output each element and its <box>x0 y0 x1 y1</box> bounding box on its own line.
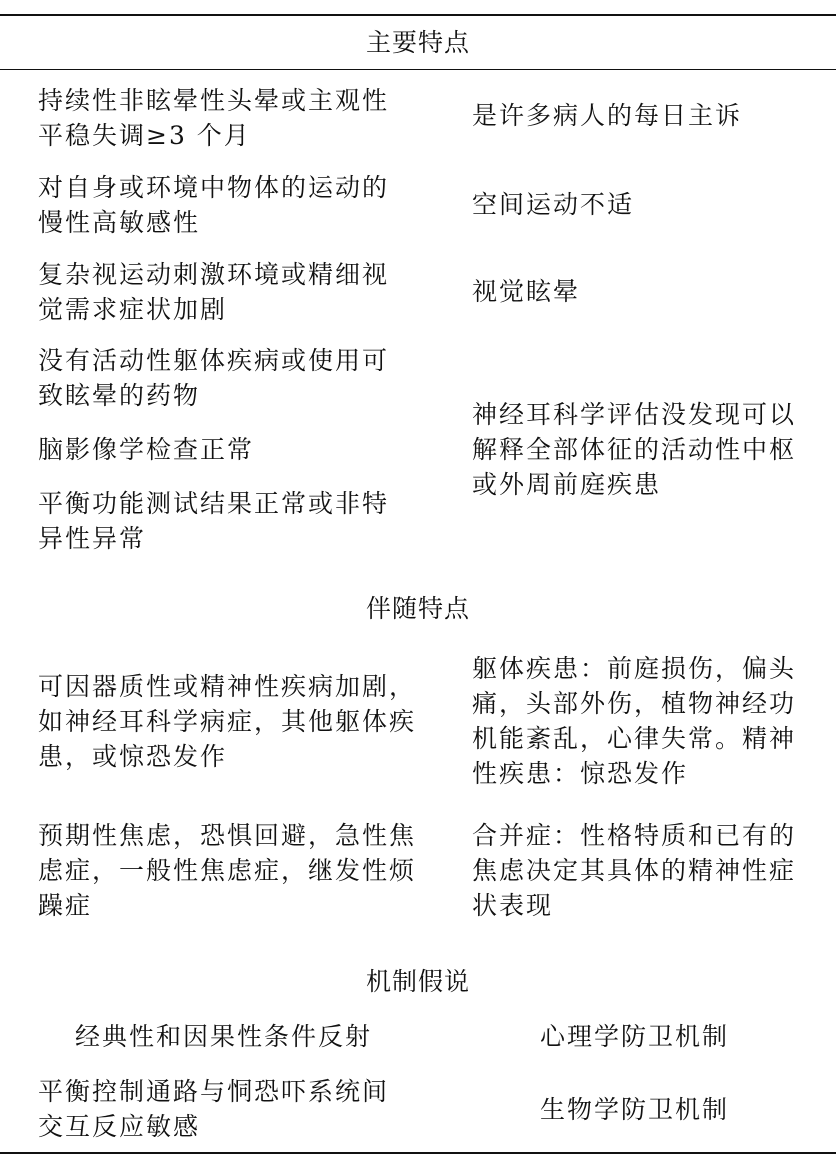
table-cell-right <box>472 274 580 309</box>
table-cell-left <box>38 669 416 774</box>
cell-line: 平衡控制通路与恫恐吓系统间 <box>38 1077 390 1106</box>
cell-line: 可因器质性或精神性疾病加剧， <box>38 672 417 701</box>
cell-line: 预期性焦虑，恐惧回避，急性焦 <box>38 821 417 850</box>
section-heading-main-features: 主要特点 <box>365 28 470 57</box>
cell-line: 脑影像学检查正常 <box>38 435 255 464</box>
header-rule <box>0 69 836 70</box>
cell-line: 性疾患：惊恐发作 <box>472 759 689 788</box>
table-cell-right <box>472 818 796 923</box>
cell-line: 虑症，一般性焦虑症，继发性烦 <box>38 856 417 885</box>
table-cell-right <box>472 651 796 791</box>
cell-line: 焦虑决定其具体的精神性症 <box>472 856 797 885</box>
cell-line: 解释全部体征的活动性中枢 <box>472 435 797 464</box>
cell-line: 空间运动不适 <box>472 190 635 219</box>
cell-line: 或外周前庭疾患 <box>472 470 662 499</box>
cell-line: 持续性非眩晕性头晕或主观性 <box>38 86 390 115</box>
top-rule <box>0 14 836 16</box>
bottom-rule <box>0 1152 836 1154</box>
cell-line: 没有活动性躯体疾病或使用可 <box>38 346 390 375</box>
table-cell-left <box>38 1074 389 1144</box>
cell-line: 机能紊乱，心律失常。精神 <box>472 724 797 753</box>
section-heading-mechanism-hypothesis: 机制假说 <box>365 967 470 996</box>
section-heading-accompanying-features: 伴随特点 <box>365 594 470 623</box>
cell-line: 躯体疾患：前庭损伤，偏头 <box>472 654 797 683</box>
table-cell-left <box>38 432 254 467</box>
table-cell-left <box>75 1019 372 1054</box>
cell-line: 痛，头部外伤，植物神经功 <box>472 689 797 718</box>
cell-line: 状表现 <box>472 891 554 920</box>
cell-line: 异性异常 <box>38 524 147 553</box>
table-cell-right <box>472 187 634 222</box>
cell-line: 平衡功能测试结果正常或非特 <box>38 489 390 518</box>
cell-line: 是许多病人的每日主诉 <box>472 101 743 130</box>
cell-line: 交互反应敏感 <box>38 1112 201 1141</box>
table-cell-left <box>38 83 389 153</box>
cell-line: 经典性和因果性条件反射 <box>75 1022 373 1051</box>
table-cell-right <box>472 98 742 133</box>
cell-line: 心理学防卫机制 <box>540 1022 730 1051</box>
cell-line: 如神经耳科学病症，其他躯体疾 <box>38 707 417 736</box>
table-cell-right <box>540 1019 729 1054</box>
cell-line: 对自身或环境中物体的运动的 <box>38 173 390 202</box>
table-cell-right <box>540 1092 729 1127</box>
cell-line: 觉需求症状加剧 <box>38 295 228 324</box>
cell-line: 躁症 <box>38 891 93 920</box>
cell-line: 致眩晕的药物 <box>38 381 201 410</box>
table-cell-left <box>38 818 416 923</box>
cell-line: 平稳失调≥3 个月 <box>38 121 251 150</box>
table-cell-left <box>38 257 389 327</box>
cell-line: 患，或惊恐发作 <box>38 742 228 771</box>
cell-line: 复杂视运动刺激环境或精细视 <box>38 260 390 289</box>
cell-line: 合并症：性格特质和已有的 <box>472 821 797 850</box>
table-cell-left <box>38 343 389 413</box>
table-cell-left <box>38 170 389 240</box>
cell-line: 生物学防卫机制 <box>540 1095 730 1124</box>
table-cell-right-merged <box>472 397 796 502</box>
cell-line: 视觉眩晕 <box>472 277 581 306</box>
table-cell-left <box>38 486 389 556</box>
cell-line: 神经耳科学评估没发现可以 <box>472 400 797 429</box>
cell-line: 慢性高敏感性 <box>38 208 201 237</box>
